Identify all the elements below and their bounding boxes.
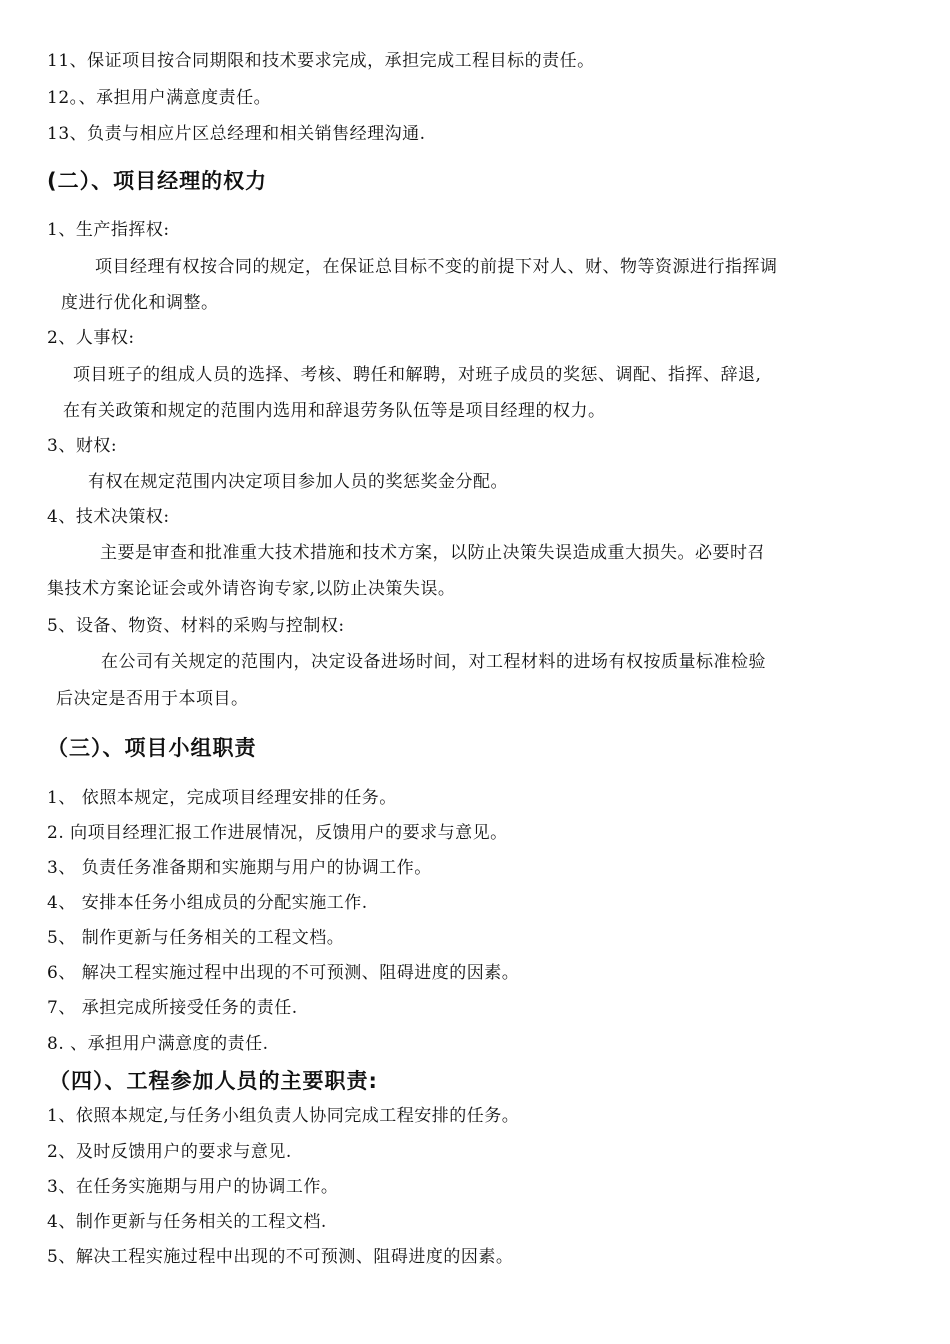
item-title: 3、财权: — [47, 436, 118, 456]
list-item: 1、 依照本规定，完成项目经理安排的任务。 — [47, 788, 397, 808]
section-heading-2: (二）、项目经理的权力 — [47, 169, 268, 193]
paragraph: 项目经理有权按合同的规定，在保证总目标不变的前提下对人、财、物等资源进行指挥调 — [95, 257, 778, 277]
list-item: 2、及时反馈用户的要求与意见. — [47, 1142, 292, 1162]
list-item: 8. 、承担用户满意度的责任. — [47, 1034, 269, 1054]
list-item: 11、保证项目按合同期限和技术要求完成，承担完成工程目标的责任。 — [47, 51, 595, 71]
item-title: 2、人事权: — [47, 328, 135, 348]
list-item: 13、负责与相应片区总经理和相关销售经理沟通. — [47, 124, 426, 144]
item-title: 4、技术决策权: — [47, 507, 170, 527]
paragraph: 项目班子的组成人员的选择、考核、聘任和解聘，对班子成员的奖惩、调配、指挥、辞退, — [73, 365, 762, 385]
paragraph: 有权在规定范围内决定项目参加人员的奖惩奖金分配。 — [88, 472, 508, 492]
item-title: 1、生产指挥权: — [47, 220, 170, 240]
item-title: 5、设备、物资、材料的采购与控制权: — [47, 616, 345, 636]
list-item: 12。、承担用户满意度责任。 — [47, 88, 272, 108]
paragraph: 主要是审查和批准重大技术措施和技术方案，以防止决策失误造成重大损失。必要时召 — [100, 543, 765, 563]
section-heading-4: （四）、工程参加人员的主要职责: — [49, 1069, 378, 1093]
list-item: 1、依照本规定,与任务小组负责人协同完成工程安排的任务。 — [47, 1106, 520, 1126]
paragraph: 度进行优化和调整。 — [61, 293, 219, 313]
list-item: 2. 向项目经理汇报工作进展情况，反馈用户的要求与意见。 — [47, 823, 508, 843]
list-item: 3、 负责任务准备期和实施期与用户的协调工作。 — [47, 858, 432, 878]
paragraph: 后决定是否用于本项目。 — [56, 689, 249, 709]
list-item: 6、 解决工程实施过程中出现的不可预测、阻碍进度的因素。 — [47, 963, 520, 983]
section-heading-3: （三）、项目小组职责 — [47, 736, 257, 760]
list-item: 5、 制作更新与任务相关的工程文档。 — [47, 928, 345, 948]
paragraph: 在公司有关规定的范围内，决定设备进场时间，对工程材料的进场有权按质量标准检验 — [101, 652, 766, 672]
list-item: 4、 安排本任务小组成员的分配实施工作. — [47, 893, 368, 913]
paragraph: 在有关政策和规定的范围内选用和辞退劳务队伍等是项目经理的权力。 — [63, 401, 606, 421]
list-item: 3、在任务实施期与用户的协调工作。 — [47, 1177, 339, 1197]
paragraph: 集技术方案论证会或外请咨询专家,以防止决策失误。 — [47, 579, 456, 599]
list-item: 4、制作更新与任务相关的工程文档. — [47, 1212, 327, 1232]
list-item: 5、解决工程实施过程中出现的不可预测、阻碍进度的因素。 — [47, 1247, 514, 1267]
list-item: 7、 承担完成所接受任务的责任. — [47, 998, 298, 1018]
